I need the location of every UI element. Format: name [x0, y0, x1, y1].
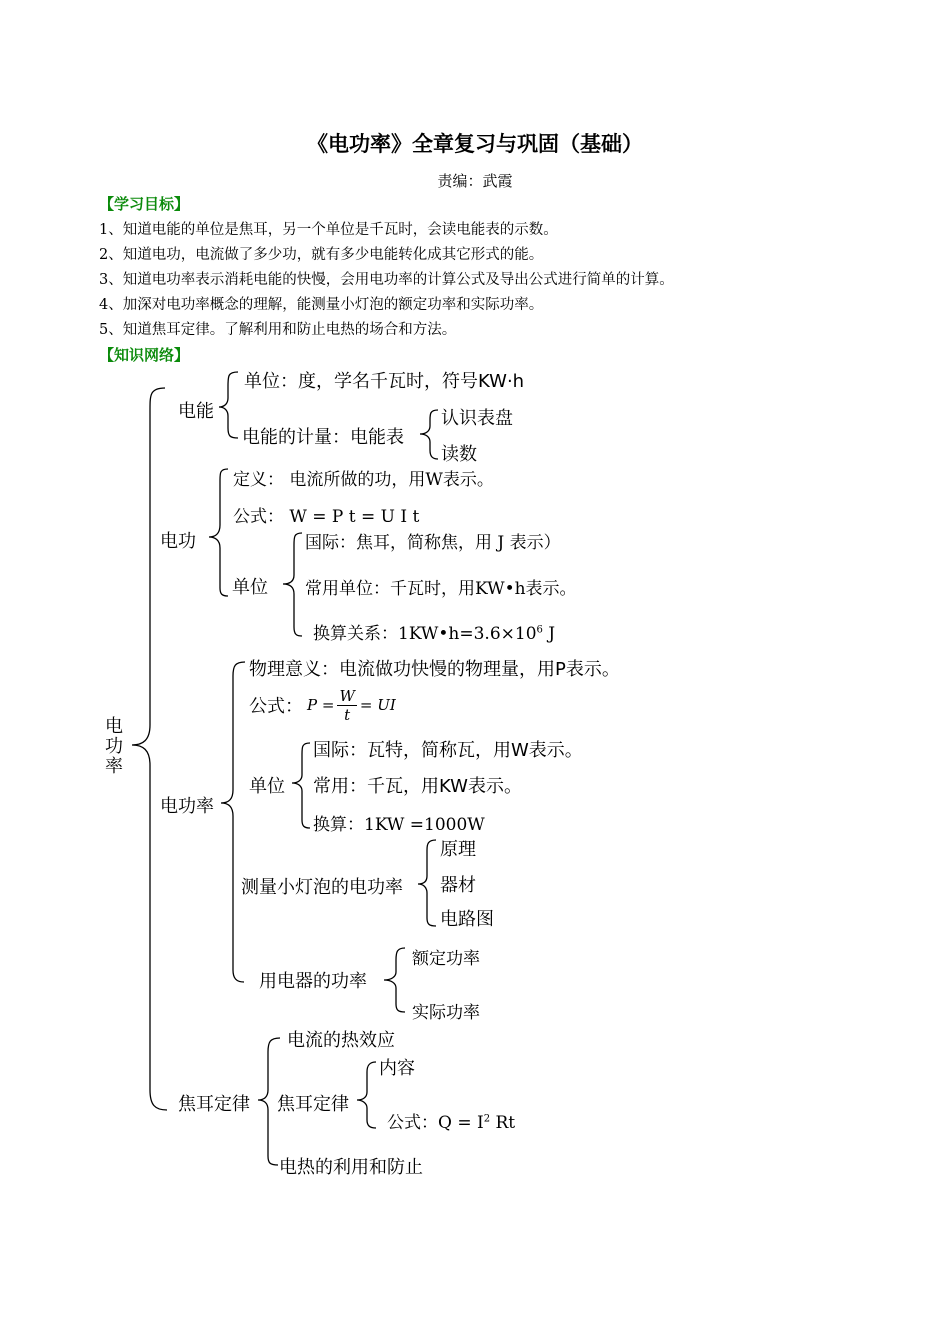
power-meaning: 物理意义：电流做功快慢的物理量，用P表示。	[249, 659, 620, 680]
joule-law-content: 内容	[379, 1058, 415, 1079]
work-unit-common: 常用单位：千瓦时，用KW•h表示。	[305, 579, 577, 599]
work-definition: 定义： 电流所做的功，用W表示。	[233, 470, 494, 490]
goal-item: 5、知道焦耳定律。了解利用和防止电热的场合和方法。	[99, 322, 457, 338]
measure-item: 器材	[440, 875, 476, 896]
heat-usage: 电热的利用和防止	[279, 1157, 423, 1178]
appliance-item: 实际功率	[412, 1003, 480, 1023]
meter-item: 认识表盘	[441, 408, 513, 429]
power-unit-conversion: 换算：1KW =1000W	[313, 815, 485, 835]
measure-label: 测量小灯泡的电功率	[241, 877, 403, 898]
power-unit-brace	[292, 743, 310, 828]
heat-effect: 电流的热效应	[287, 1030, 395, 1051]
page-title: 《电功率》全章复习与巩固（基础）	[307, 131, 643, 156]
root-node: 电功率	[105, 716, 123, 777]
work-conversion-exponent: 6	[536, 624, 543, 636]
network-heading: 【知识网络】	[99, 346, 190, 364]
work-conversion	[313, 619, 555, 644]
energy-unit: 单位：度，学名千瓦时，符号KW·h	[244, 371, 525, 392]
measure-item: 电路图	[440, 909, 494, 930]
energy-node: 电能	[178, 401, 214, 422]
work-node: 电功	[160, 531, 196, 552]
power-unit-common: 常用：千瓦，用KW表示。	[313, 776, 522, 797]
work-conversion-text: 换算关系：1KW•h=3.6×10	[313, 624, 537, 644]
joule-formula-exponent: 2	[483, 1113, 491, 1125]
measure-item: 原理	[440, 839, 476, 860]
joule-formula-tail: Rt	[490, 1113, 516, 1133]
appliance-label: 用电器的功率	[259, 971, 367, 992]
measure-brace	[418, 840, 436, 926]
energy-meter: 电能的计量：电能表	[242, 427, 404, 448]
root-brace	[132, 388, 167, 1110]
goal-item: 3、知道电功率表示消耗电能的快慢，会用电功率的计算公式及导出公式进行简单的计算。	[99, 272, 674, 288]
goal-item: 2、知道电功，电流做了多少功，就有多少电能转化成其它形式的能。	[99, 247, 544, 263]
energy-brace	[219, 372, 238, 438]
goal-item: 1、知道电能的单位是焦耳，另一个单位是千瓦时，会读电能表的示数。	[99, 222, 558, 238]
goal-item: 4、加深对电功率概念的理解，能测量小灯泡的额定功率和实际功率。	[99, 297, 544, 313]
work-conversion-unit: J	[542, 624, 556, 644]
power-formula-fraction	[337, 687, 356, 724]
joule-law-brace	[357, 1062, 376, 1128]
goals-heading: 【学习目标】	[99, 195, 190, 213]
work-unit-label: 单位	[232, 577, 268, 598]
work-unit-brace	[283, 533, 302, 636]
appliance-item: 额定功率	[412, 949, 480, 969]
meter-item: 读数	[441, 444, 477, 465]
power-formula	[249, 683, 396, 727]
power-formula-numerator: W	[339, 686, 355, 705]
power-formula-label: 公式：	[249, 696, 303, 717]
power-node: 电功率	[160, 796, 214, 817]
author-line: 责编：武霞	[437, 172, 513, 190]
joule-law-label: 焦耳定律	[277, 1094, 349, 1115]
power-formula-lhs: P =	[307, 696, 335, 714]
joule-node: 焦耳定律	[178, 1094, 250, 1115]
work-brace	[209, 469, 228, 596]
power-unit-si: 国际：瓦特，简称瓦，用W表示。	[313, 740, 583, 761]
work-formula: 公式： W = P t = U I t	[233, 507, 420, 527]
joule-law-formula	[387, 1108, 515, 1133]
work-unit-si: 国际：焦耳，简称焦，用 J 表示）	[305, 533, 561, 553]
power-formula-rhs: = UI	[359, 696, 396, 714]
power-brace	[221, 662, 245, 982]
joule-formula-text: 公式：Q = I	[387, 1113, 484, 1133]
appliance-brace	[384, 948, 405, 1012]
power-unit-label: 单位	[249, 776, 285, 797]
meter-brace	[420, 410, 438, 459]
power-formula-denominator: t	[344, 705, 351, 724]
